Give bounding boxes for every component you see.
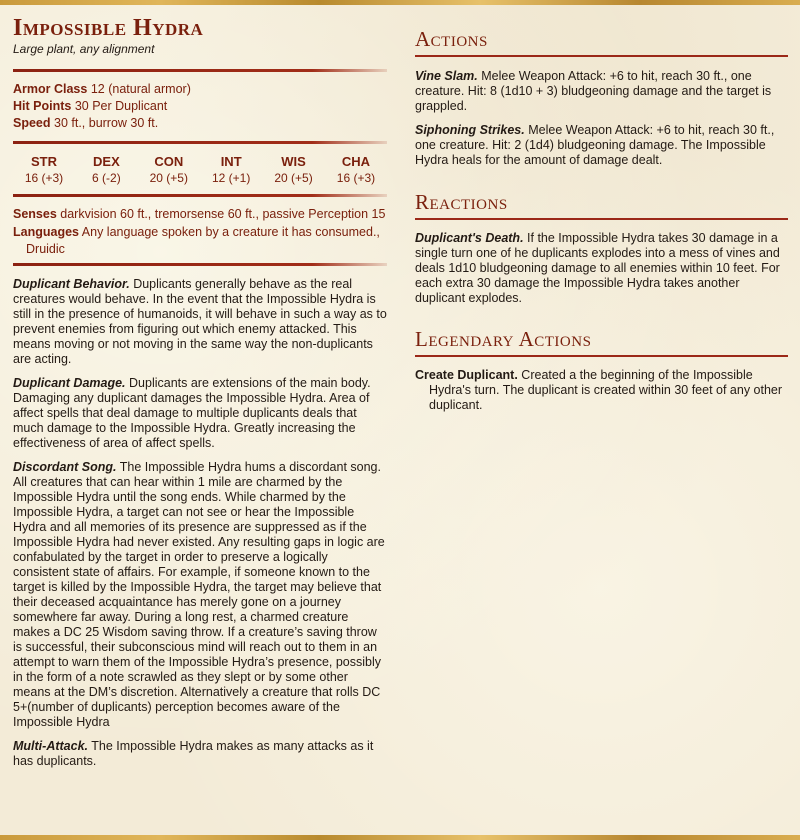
speed: Speed 30 ft., burrow 30 ft. xyxy=(13,116,159,130)
trait-discordant-song: Discordant Song. The Impossible Hydra hums a discordant song. All creatures that can hear within 1 mile are charmed by the Impossible Hydra until the song ends. While charmed by the Impossible Hydra, a target can not see or hear the Impossible Hydra and all memories of its presence are suppressed as if the Impossible Hydra had never existed. Any resulting gaps in logic are confabulated by the target in order to preserve a logically consistent state of affairs. For example, if someone known to the target is killed by the Impossible Hydra, the target may believe that their deceased acquaintance has merely gone on a journey somewhere far away. During a long rest, a charmed creature makes a DC 25 Wisdom saving throw. If a creature’s saving throw is successful, their subconscious mind will reach out to them in an attempt to warn them of the Impossible Hydra’s presence, possibly in the form of a note scrawled as they slept or by some other means at the DM’s discretion. Alternatively a creature that rolls DC 5+(number of duplicants) perception becomes aware of the Impossible Hydra xyxy=(13,460,385,729)
ability-dex: DEX 6 (-2) xyxy=(92,154,121,185)
top-gold-border xyxy=(0,0,800,5)
legendary-create-duplicant: Create Duplicant. Created a the beginning of the Impossible Hydra's turn. The duplicant is created within 30 feet of any other duplicant. xyxy=(415,368,783,412)
divider xyxy=(13,69,387,72)
trait-multi-attack: Multi-Attack. The Impossible Hydra makes as many attacks as it has duplicants. xyxy=(13,739,374,768)
ability-cha: CHA 16 (+3) xyxy=(336,154,376,185)
action-vine-slam: Vine Slam. Melee Weapon Attack: +6 to hit, reach 30 ft., one creature. Hit: 8 (1d10 + 3) bludgeoning damage and the target is grappled. xyxy=(415,69,772,113)
ability-str: STR 16 (+3) xyxy=(24,154,64,185)
divider xyxy=(415,55,788,57)
stat-block-right-column xyxy=(415,26,788,413)
action-siphoning-strikes: Siphoning Strikes. Melee Weapon Attack: +6 to hit, reach 30 ft., one creature. Hit: 2 (1d4) bludgeoning damage. The Impossible Hydra heals for the amount of damage dealt. xyxy=(415,123,775,167)
monster-type: Large plant, any alignment xyxy=(13,42,155,56)
divider xyxy=(13,263,387,266)
senses-languages xyxy=(13,206,387,258)
trait-duplicant-behavior: Duplicant Behavior. Duplicants generally behave as the real creatures would behave. In the event that the Impossible Hydra is still in the presence of humanoids, it will behave in such a way as to prevent enemies from figuring out which enemy attacked. This means moving or not moving in the same way the non-duplicants are acting. xyxy=(13,277,387,366)
reactions-heading: Reactions xyxy=(415,190,508,214)
trait-duplicant-damage: Duplicant Damage. Duplicants are extensions of the main body. Damaging any duplicant damages the Impossible Hydra. Area of affect spells that deal damage to multiple duplicants deals that much damage to the Impossible Hydra. Greatly increasing the effectiveness of area of affect spells. xyxy=(13,376,371,450)
ability-wis: WIS 20 (+5) xyxy=(274,154,313,185)
divider xyxy=(13,194,387,197)
actions-heading: Actions xyxy=(415,27,488,51)
stat-block-left-column xyxy=(13,14,387,769)
bottom-gold-border xyxy=(0,835,800,840)
legendary-actions-heading: Legendary Actions xyxy=(415,327,592,351)
monster-name: Impossible Hydra xyxy=(13,15,204,41)
reaction-duplicants-death: Duplicant's Death. If the Impossible Hydra takes 30 damage in a single turn one of he duplicants explodes into a mess of vines and deals 1d10 bludgeoning damage to all enemies within 10 feet. For each extra 30 damage the Impossible Hydra takes another duplicant explodes. xyxy=(415,231,780,305)
armor-class: Armor Class 12 (natural armor) xyxy=(13,82,191,96)
divider xyxy=(13,141,387,144)
divider xyxy=(415,355,788,357)
hit-points: Hit Points 30 Per Duplicant xyxy=(13,99,168,113)
ability-int: INT 12 (+1) xyxy=(211,154,251,185)
languages: Languages Any language spoken by a creature it has consumed., Druidic xyxy=(13,225,380,256)
ability-con: CON 20 (+5) xyxy=(149,154,188,185)
core-stats xyxy=(13,81,387,132)
senses: Senses darkvision 60 ft., tremorsense 60 ft., passive Perception 15 xyxy=(13,207,386,221)
ability-scores xyxy=(13,153,387,186)
divider xyxy=(415,218,788,220)
